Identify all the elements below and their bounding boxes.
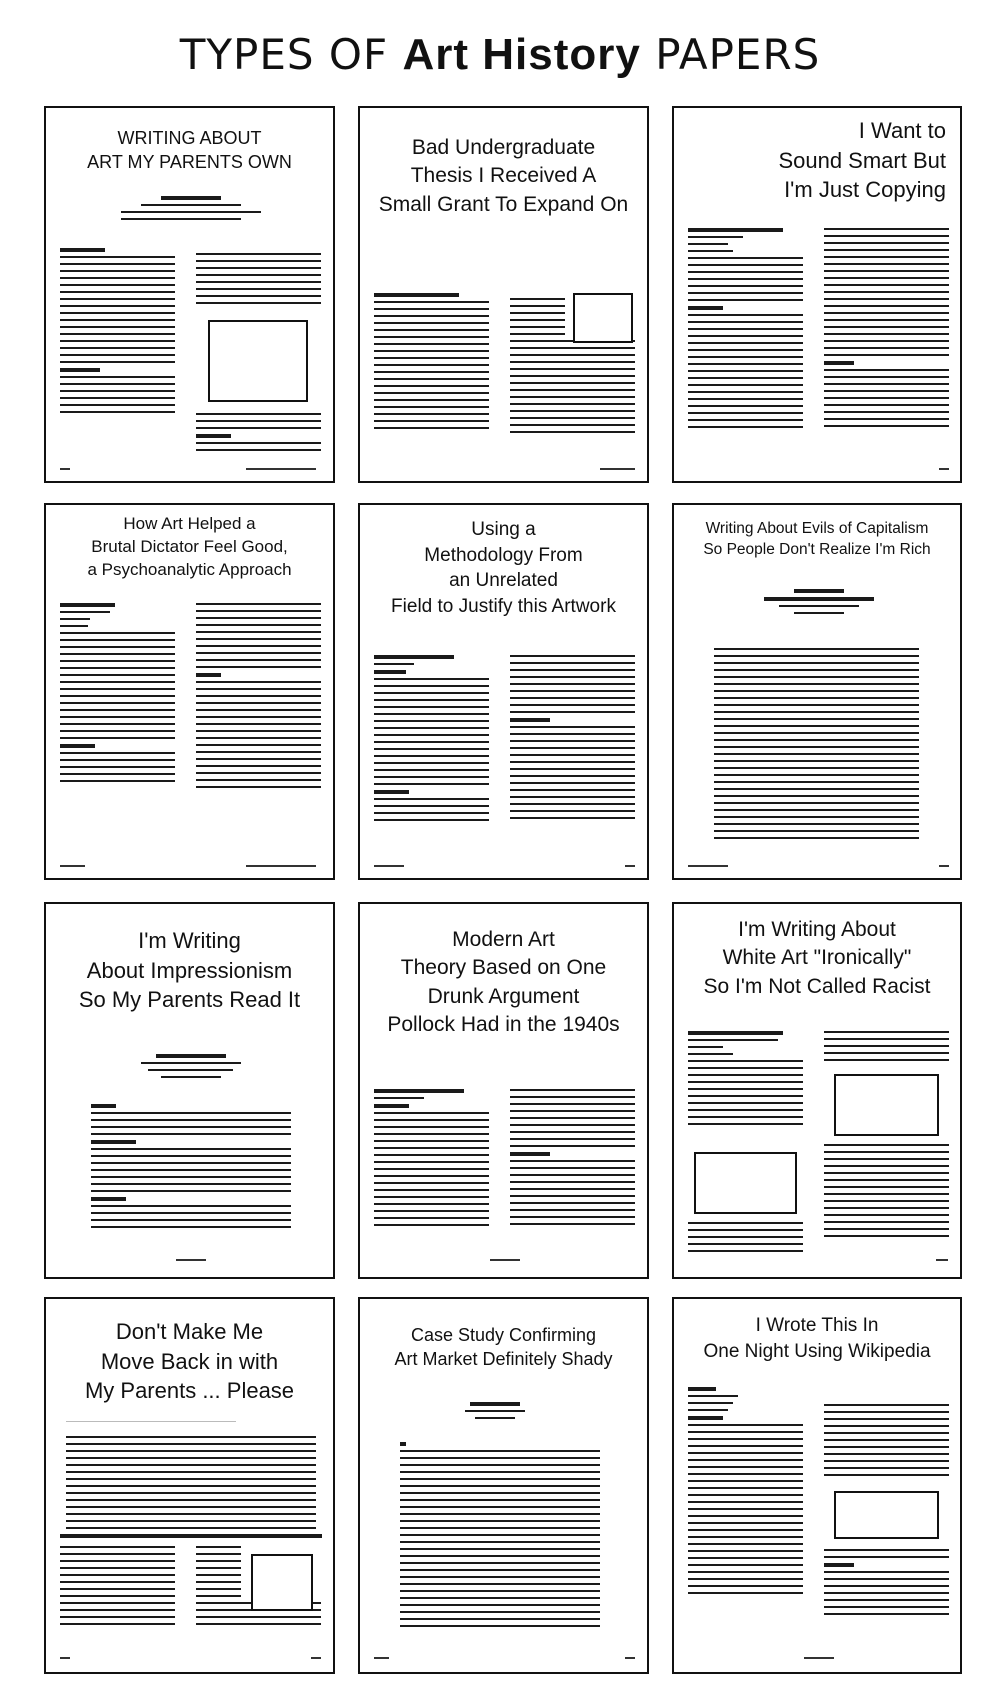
panel-9-column-left-lower: [688, 1222, 803, 1257]
panel-1-title: WRITING ABOUT ART MY PARENTS OWN: [87, 128, 292, 173]
panel-10-figure: [251, 1554, 313, 1611]
panel-11-abstract: [465, 1402, 525, 1424]
panel-6-body: [714, 648, 919, 844]
panel-3: [672, 106, 962, 483]
panel-6-title: Writing About Evils of Capitalism So People Don't Realize I'm Rich: [703, 520, 931, 558]
panel-12-column-left: [688, 1387, 803, 1599]
panel-9-column-left: [688, 1031, 803, 1130]
panel-9-page-number: [936, 1259, 948, 1261]
panel-5-page-number: [374, 865, 404, 867]
panel-9-title: I'm Writing About White Art "Ironically" So I'm Not Called Racist: [703, 918, 931, 998]
panel-6: [672, 503, 962, 880]
panel-2: [358, 106, 649, 483]
panel-9: [672, 902, 962, 1279]
panel-3-column-left: [688, 228, 803, 433]
panel-6-footer: [939, 865, 949, 867]
panel-9-figure-left: [694, 1152, 797, 1214]
panel-8-column-right: [510, 1089, 635, 1230]
panel-5: [358, 503, 649, 880]
panel-8-title: Modern Art Theory Based on One Drunk Argument Pollock Had in the 1940s: [387, 928, 620, 1037]
panel-3-page-number: [939, 468, 949, 470]
panel-3-title: I Want to Sound Smart But I'm Just Copying: [778, 118, 946, 203]
panel-4-title: How Art Helped a Brutal Dictator Feel Good, a Psychoanalytic Approach: [87, 514, 292, 579]
panel-2-title: Bad Undergraduate Thesis I Received A Small Grant To Expand On: [378, 136, 629, 216]
title-prefix: TYPES OF: [179, 30, 389, 79]
panel-10-column-left: [60, 1546, 175, 1630]
panel-12-column-right-lower: [824, 1549, 949, 1620]
panel-4: [44, 503, 335, 880]
panel-11-title: Case Study Confirming Art Market Definitely Shady: [394, 1325, 613, 1370]
panel-8-page-number: [490, 1259, 520, 1261]
panel-2-column-left: [374, 293, 489, 434]
panel-1-column-right: [196, 253, 321, 309]
panel-1-abstract: [121, 196, 261, 225]
panel-11-footer: [625, 1657, 635, 1659]
panel-12-figure: [834, 1491, 939, 1539]
panel-4-page-number: [60, 865, 85, 867]
title-suffix: PAPERS: [655, 30, 821, 79]
panel-10-divider: [60, 1534, 322, 1542]
panel-3-column-right: [824, 228, 949, 432]
panel-10-footer: [311, 1657, 321, 1659]
panel-1-footer: [246, 468, 316, 470]
panel-1-column-left: [60, 248, 175, 418]
panel-10-body: [66, 1436, 316, 1534]
panel-7-body: [91, 1104, 291, 1233]
panel-1-figure: [208, 320, 308, 402]
panel-2-footer: [600, 468, 635, 470]
panel-1: [44, 106, 335, 483]
panel-6-page-number: [688, 865, 728, 867]
panel-9-column-right-lower: [824, 1144, 949, 1242]
panel-1-column-right-lower: [196, 413, 321, 456]
panel-11-body: [400, 1442, 600, 1632]
panel-11-page-number: [374, 1657, 389, 1659]
panel-7: [44, 902, 335, 1279]
panel-12-title: I Wrote This In One Night Using Wikipedia: [703, 1315, 931, 1362]
panel-11: [358, 1297, 649, 1674]
panel-12: [672, 1297, 962, 1674]
comic-title: [0, 30, 1000, 80]
panel-2-figure: [573, 293, 633, 343]
panel-5-title: Using a Methodology From an Unrelated Field to Justify this Artwork: [391, 519, 616, 617]
panel-12-page-number: [804, 1657, 834, 1659]
panel-10-page-number: [60, 1657, 70, 1659]
panel-7-abstract: [141, 1054, 241, 1083]
panel-4-column-right: [196, 603, 321, 793]
panel-5-column-left: [374, 655, 489, 826]
panel-1-page-number: [60, 468, 70, 470]
panel-9-column-right: [824, 1031, 949, 1066]
panel-4-column-left: [60, 603, 175, 787]
panel-8: [358, 902, 649, 1279]
panel-5-column-right: [510, 655, 635, 824]
panel-8-column-left: [374, 1089, 489, 1231]
panel-7-title: I'm Writing About Impressionism So My Parents Read It: [78, 928, 301, 1013]
panel-9-figure-right: [834, 1074, 939, 1136]
panel-5-footer: [625, 865, 635, 867]
title-emphasis: Art History: [402, 30, 641, 79]
panel-10: [44, 1297, 335, 1674]
panel-10-dotted-rule: [66, 1421, 236, 1427]
panel-12-column-right: [824, 1404, 949, 1481]
panel-6-abstract: [764, 589, 874, 619]
panel-10-title: Don't Make Me Move Back in with My Parents ... Please: [84, 1319, 295, 1404]
panel-4-footer: [246, 865, 316, 867]
panel-7-page-number: [176, 1259, 206, 1261]
